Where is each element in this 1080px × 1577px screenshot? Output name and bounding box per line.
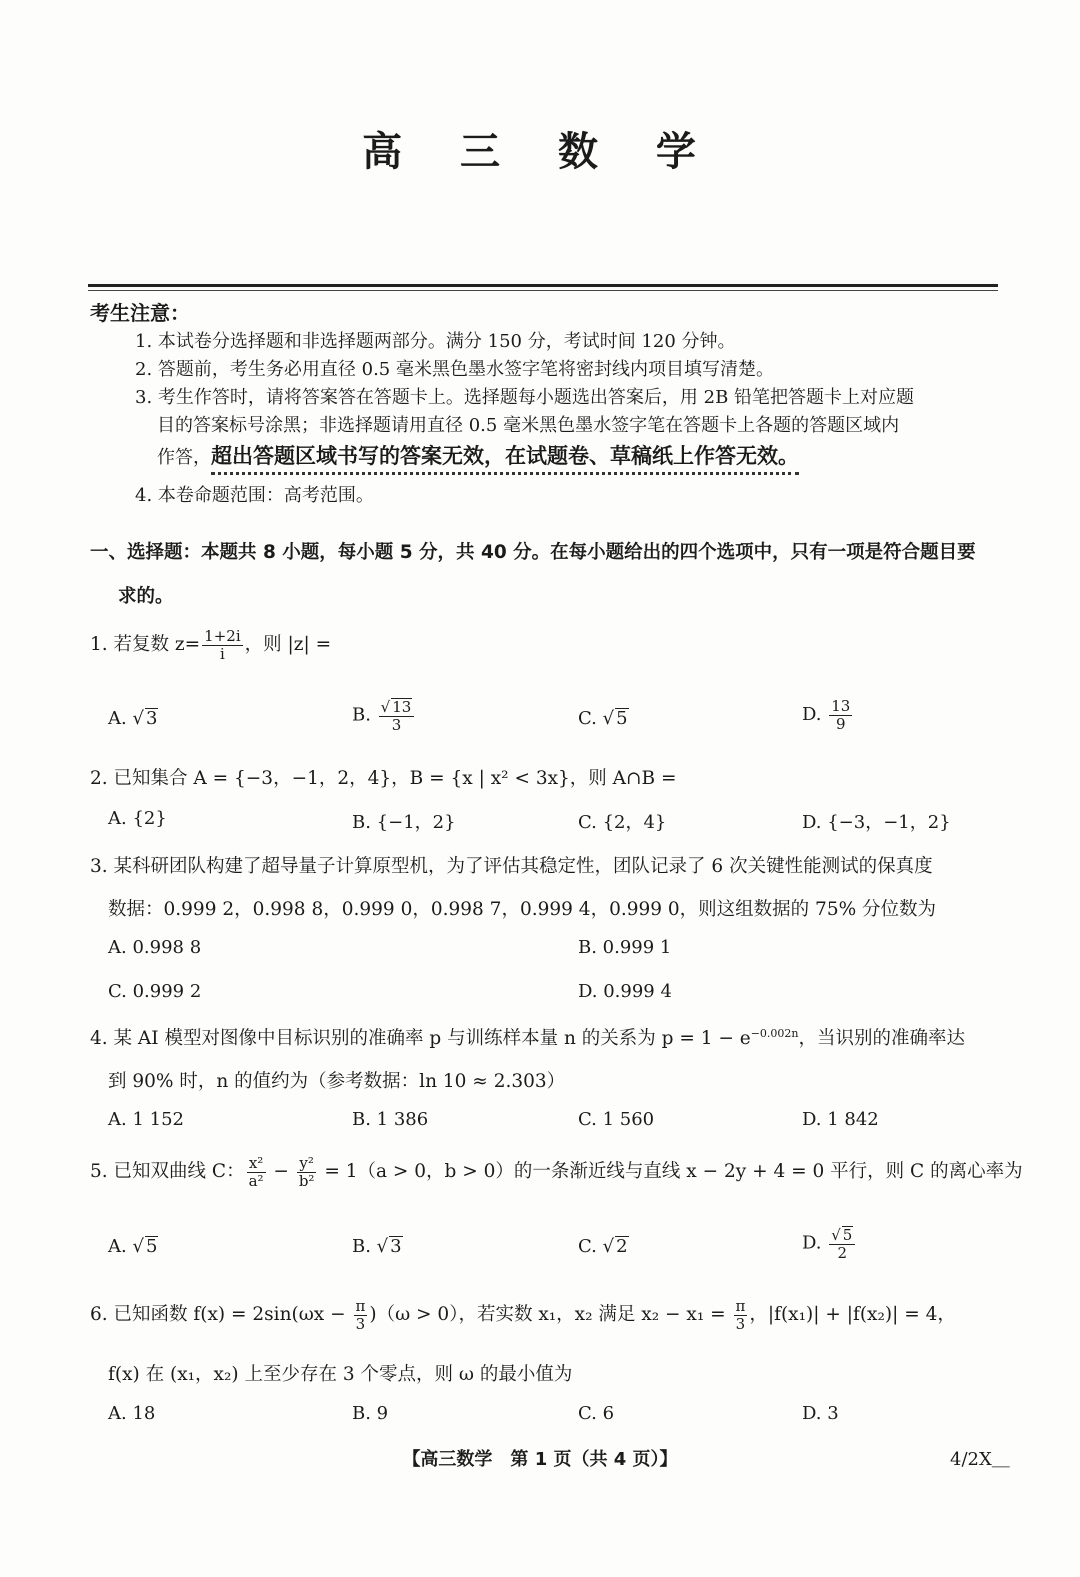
question-5-stem: 5. 已知双曲线 C： $\frac{\text{x²}}{\text{a²}}$ − $\frac{\text{y²}}{\text{b²}}$ = 1（a > 0，b > 0）的一条渐近线与直线 x − 2y + 4 = 0 平行，则 C 的离心率为 [90, 1154, 1023, 1190]
q2-option-a: A. {2} [108, 808, 167, 829]
question-4-stem-1 [90, 1024, 965, 1050]
question-3-stem-1: 3. 某科研团队构建了超导量子计算原型机，为了评估其稳定性，团队记录了 6 次关键性能测试的保真度 [90, 856, 933, 877]
q6-stem-a: 6. 已知函数 f(x) = 2sin(ωx − [90, 1304, 352, 1325]
notice-emphasis: 超出答题区域书写的答案无效，在试题卷、草稿纸上作答无效。 [211, 444, 799, 475]
q4-option-a: A. 1 152 [108, 1109, 184, 1130]
q6-stem-c: ，|f(x₁)| + |f(x₂)| = 4， [749, 1304, 956, 1325]
q5-option-b: B. √ 3 [352, 1236, 402, 1257]
q1-option-b: B. $\frac{√ 13}{3}$ [352, 698, 416, 733]
q1-option-a: A. √ 3 [108, 708, 158, 729]
q4-option-c: C. 1 560 [578, 1109, 655, 1130]
q3-option-c: C. 0.999 2 [108, 981, 202, 1002]
header-rule [88, 284, 998, 287]
q1-numerator: 1+2i [204, 627, 241, 645]
q2-option-d: D. {−3，−1，2} [802, 812, 951, 833]
notice-line-3c-prefix: 作答， [157, 447, 211, 468]
notice-line-2: 2. 答题前，考生务必用直径 0.5 毫米黑色墨水签字笔将密封线内项目填写清楚。 [135, 359, 774, 380]
page-footer: 【高三数学 第 1 页（共 4 页）】 [402, 1449, 678, 1470]
q3-option-b: B. 0.999 1 [578, 937, 672, 958]
section-heading-cont: 求的。 [118, 586, 174, 607]
notice-line-3: 3. 考生作答时，请将答案答在答题卡上。选择题每小题选出答案后，用 2B 铅笔把答题卡上对应题 [135, 387, 915, 408]
q4-exponent: −0.002n [750, 1026, 799, 1040]
q1-denominator: i [219, 644, 225, 663]
q4-stem-b: ，当识别的准确率达 [798, 1028, 966, 1049]
q1-option-d: D. $\frac{13}{9}$ [802, 697, 851, 733]
question-6-stem-1: 6. 已知函数 f(x) = 2sin(ωx − $\frac{\pi}{3}$ )（ω > 0），若实数 x₁，x₂ 满足 x₂ − x₁ = $\frac{\pi}{3}$ ，|f(x₁)| + |f(x₂)| = 4， [90, 1297, 956, 1333]
q5-option-a: A. √ 5 [108, 1236, 158, 1257]
q1-stem-b: ，则 |z| = [244, 634, 332, 655]
q6-option-a: A. 18 [108, 1403, 156, 1424]
notice-heading: 考生注意： [90, 301, 190, 325]
page-title: 高 三 数 学 [362, 128, 718, 175]
q2-option-b: B. {−1，2} [352, 812, 456, 833]
notice-line-3c [157, 441, 799, 473]
question-6-stem-2: f(x) 在 (x₁，x₂) 上至少存在 3 个零点，则 ω 的最小值为 [108, 1364, 573, 1385]
q1-fraction [202, 628, 242, 662]
q6-option-b: B. 9 [352, 1403, 389, 1424]
q1-option-c: C. √ 5 [578, 708, 628, 729]
question-4-stem-2: 到 90% 时，n 的值约为（参考数据：ln 10 ≈ 2.303） [108, 1071, 566, 1092]
q3-option-a: A. 0.998 8 [108, 937, 202, 958]
question-3-stem-2: 数据：0.999 2，0.998 8，0.999 0，0.998 7，0.999 4，0.999 0，则这组数据的 75% 分位数为 [108, 899, 937, 920]
q4-stem-a: 4. 某 AI 模型对图像中目标识别的准确率 p 与训练样本量 n 的关系为 p = 1 − e [90, 1028, 751, 1049]
notice-line-4: 4. 本卷命题范围：高考范围。 [135, 485, 374, 506]
notice-line-3b: 目的答案标号涂黑；非选择题请用直径 0.5 毫米黑色墨水签字笔在答题卡上各题的答题区域内 [157, 415, 900, 436]
q5-stem-a: 5. 已知双曲线 C： [90, 1161, 245, 1182]
paper-code: 4/2X＿ [950, 1449, 1010, 1470]
q3-option-d: D. 0.999 4 [578, 981, 672, 1002]
q2-option-c: C. {2，4} [578, 812, 667, 833]
q6-stem-b: )（ω > 0），若实数 x₁，x₂ 满足 x₂ − x₁ = [369, 1304, 732, 1325]
notice-line-1: 1. 本试卷分选择题和非选择题两部分。满分 150 分，考试时间 120 分钟。 [135, 331, 736, 352]
q5-option-d: D. $\frac{√ 5}{2}$ [802, 1226, 857, 1261]
q6-option-c: C. 6 [578, 1403, 615, 1424]
q5-option-c: C. √ 2 [578, 1236, 628, 1257]
q4-option-b: B. 1 386 [352, 1109, 429, 1130]
question-1-stem [90, 628, 331, 662]
q6-option-d: D. 3 [802, 1403, 839, 1424]
q1-stem-a: 1. 若复数 z= [90, 634, 201, 655]
header-rule-thin [88, 290, 998, 291]
section-heading: 一、选择题：本题共 8 小题，每小题 5 分，共 40 分。在每小题给出的四个选项中，只有一项是符合题目要 [90, 542, 976, 563]
q5-stem-b: = 1（a > 0，b > 0）的一条渐近线与直线 x − 2y + 4 = 0 平行，则 C 的离心率为 [318, 1161, 1023, 1182]
q4-option-d: D. 1 842 [802, 1109, 879, 1130]
question-2-stem: 2. 已知集合 A = {−3，−1，2，4}，B = {x | x² < 3x}，则 A∩B = [90, 768, 677, 789]
